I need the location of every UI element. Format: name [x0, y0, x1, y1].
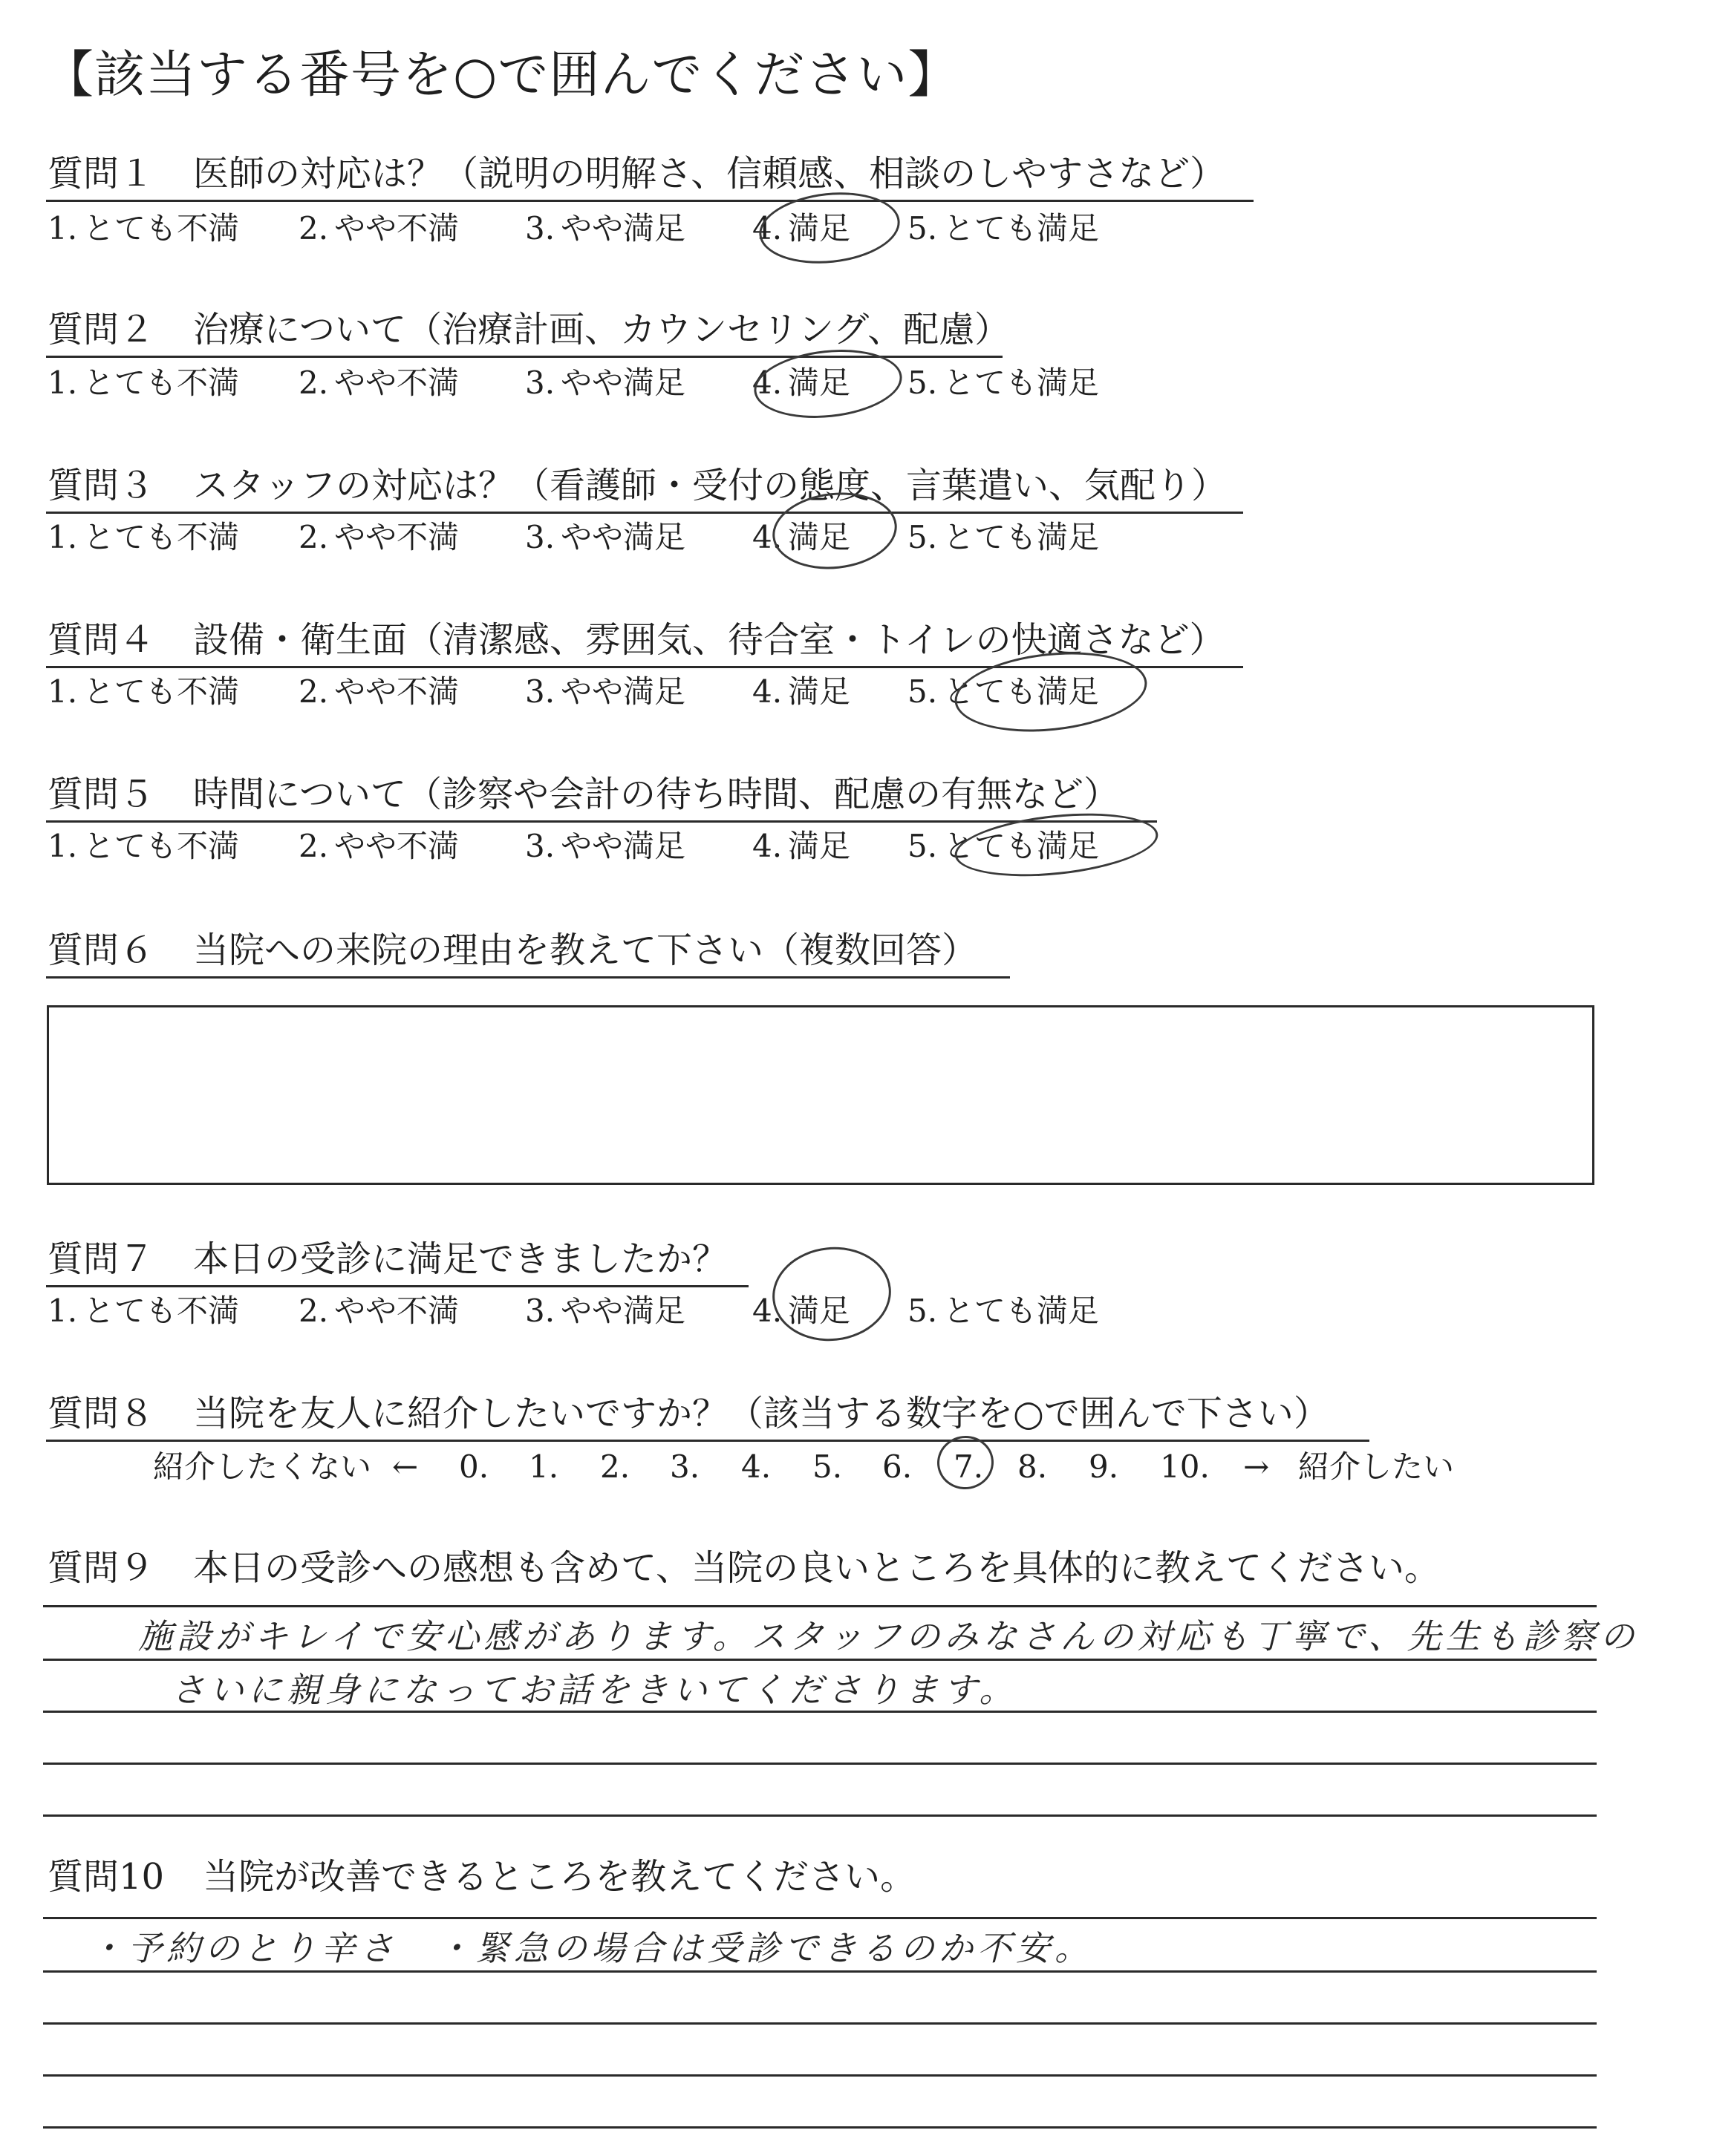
q9-answer-line-5 — [43, 1814, 1597, 1817]
question-number: 質問７ — [48, 1238, 155, 1280]
q1-option-4[interactable]: 4. 満足 — [752, 210, 851, 246]
question-text: 当院が改善できるところを教えてください。 — [203, 1856, 916, 1898]
q3-option-1[interactable]: 1. とても不満 — [48, 519, 240, 555]
q1-option-3[interactable]: 3. やや満足 — [525, 210, 686, 246]
question-text: 医師の対応は？（説明の明解さ、信頼感、相談のしやすさなど） — [193, 153, 1226, 195]
recommend-option-2[interactable]: 2. — [600, 1448, 630, 1485]
question-1-title — [46, 150, 1254, 202]
question-text: 時間について（診察や会計の待ち時間、配慮の有無など） — [193, 774, 1120, 815]
q7-option-4[interactable]: 4. 満足 — [752, 1293, 851, 1329]
recommend-option-1[interactable]: 1. — [529, 1448, 559, 1485]
q5-option-2[interactable]: 2. やや不満 — [299, 828, 460, 864]
recommend-option-7[interactable]: 7. — [954, 1448, 984, 1485]
q3-option-2[interactable]: 2. やや不満 — [299, 519, 460, 555]
q2-option-1[interactable]: 1. とても不満 — [48, 365, 240, 401]
question-text: 本日の受診への感想も含めて、当院の良いところを具体的に教えてください。 — [193, 1547, 1441, 1589]
question-number: 質問６ — [48, 930, 155, 971]
recommend-option-4[interactable]: 4. — [741, 1448, 772, 1485]
q10-answer-line-1 — [43, 1917, 1597, 1919]
question-3-title — [46, 462, 1243, 514]
recommend-option-0[interactable]: 0. — [459, 1448, 489, 1485]
question-number: 質問10 — [48, 1856, 165, 1898]
q4-option-3[interactable]: 3. やや満足 — [525, 673, 686, 710]
q3-option-4[interactable]: 4. 満足 — [752, 519, 851, 555]
recommend-option-8[interactable]: 8. — [1017, 1448, 1048, 1485]
q3-option-5[interactable]: 5. とても満足 — [907, 519, 1100, 555]
q6-answer-box[interactable] — [47, 1005, 1594, 1185]
q10-answer-line-2 — [43, 1970, 1597, 1973]
question-text: 当院への来院の理由を教えて下さい（複数回答） — [193, 930, 978, 971]
q7-option-5[interactable]: 5. とても満足 — [907, 1293, 1100, 1329]
q1-option-5[interactable]: 5. とても満足 — [907, 210, 1100, 246]
q9-answer-line-4 — [43, 1763, 1597, 1765]
question-number: 質問９ — [48, 1547, 155, 1589]
q10-answer-line-4 — [43, 2074, 1597, 2077]
q9-answer-line-3 — [43, 1711, 1597, 1713]
q5-option-4[interactable]: 4. 満足 — [752, 828, 851, 864]
recommend-option-6[interactable]: 6. — [882, 1448, 913, 1485]
q4-option-5[interactable]: 5. とても満足 — [907, 673, 1100, 710]
question-number: 質問１ — [48, 153, 155, 195]
question-text: 本日の受診に満足できましたか？ — [193, 1238, 729, 1280]
recommend-left-label: 紹介したくない — [153, 1448, 372, 1485]
question-8-title — [46, 1390, 1369, 1442]
recommend-option-10[interactable]: 10. — [1160, 1448, 1210, 1485]
left-arrow-icon: ← — [392, 1448, 419, 1485]
q9-answer-line-2 — [43, 1659, 1597, 1661]
q7-selection-circle — [768, 1241, 896, 1347]
question-text: 治療について（治療計画、カウンセリング、配慮） — [193, 309, 1011, 350]
q3-option-3[interactable]: 3. やや満足 — [525, 519, 686, 555]
question-6-title — [46, 927, 1010, 979]
page-title: 【該当する番号を○で囲んでください】 — [43, 46, 959, 105]
q4-option-4[interactable]: 4. 満足 — [752, 673, 851, 710]
question-number: 質問２ — [48, 309, 155, 350]
question-text: 当院を友人に紹介したいですか？（該当する数字を○で囲んで下さい） — [193, 1393, 1329, 1434]
q10-answer-line-5 — [43, 2126, 1597, 2129]
question-number: 質問８ — [48, 1393, 155, 1434]
recommend-option-3[interactable]: 3. — [670, 1448, 700, 1485]
q9-answer-line-1 — [43, 1605, 1597, 1607]
question-9-title — [46, 1544, 1502, 1596]
q2-option-2[interactable]: 2. やや不満 — [299, 365, 460, 401]
q5-option-1[interactable]: 1. とても不満 — [48, 828, 240, 864]
question-7-title — [46, 1235, 749, 1287]
q4-option-1[interactable]: 1. とても不満 — [48, 673, 240, 710]
q2-option-4[interactable]: 4. 満足 — [752, 365, 851, 401]
q7-option-3[interactable]: 3. やや満足 — [525, 1293, 686, 1329]
question-5-title — [46, 771, 1157, 823]
q10-answer-line-3 — [43, 2022, 1597, 2025]
q9-handwritten-line-1: 施設がキレイで安心感があります。スタッフのみなさんの対応も丁寧で、先生も診察の — [138, 1616, 1639, 1656]
q9-handwritten-line-2: さいに親身になってお話をきいてくださります。 — [171, 1670, 1018, 1710]
recommend-option-5[interactable]: 5. — [812, 1448, 843, 1485]
q10-handwritten-answer: ・予約のとり辛さ ・緊急の場合は受診できるのか不安。 — [89, 1928, 1093, 1968]
question-text: 設備・衛生面（清潔感、雰囲気、待合室・トイレの快適さなど） — [193, 619, 1225, 661]
q4-option-2[interactable]: 2. やや不満 — [299, 673, 460, 710]
q7-option-1[interactable]: 1. とても不満 — [48, 1293, 240, 1329]
q5-option-3[interactable]: 3. やや満足 — [525, 828, 686, 864]
question-text: スタッフの対応は？（看護師・受付の態度、言葉遣い、気配り） — [193, 465, 1228, 506]
q2-option-3[interactable]: 3. やや満足 — [525, 365, 686, 401]
right-arrow-icon: → — [1243, 1448, 1270, 1485]
q7-option-2[interactable]: 2. やや不満 — [299, 1293, 460, 1329]
q1-option-2[interactable]: 2. やや不満 — [299, 210, 460, 246]
question-number: 質問５ — [48, 774, 155, 815]
recommend-option-9[interactable]: 9. — [1089, 1448, 1119, 1485]
question-10-title — [46, 1853, 1086, 1905]
q1-option-1[interactable]: 1. とても不満 — [48, 210, 240, 246]
question-number: 質問３ — [48, 465, 155, 506]
question-number: 質問４ — [48, 619, 155, 661]
q5-option-5[interactable]: 5. とても満足 — [907, 828, 1100, 864]
q2-option-5[interactable]: 5. とても満足 — [907, 365, 1100, 401]
recommend-right-label: 紹介したい — [1298, 1448, 1455, 1485]
q8-selection-circle — [934, 1433, 996, 1492]
